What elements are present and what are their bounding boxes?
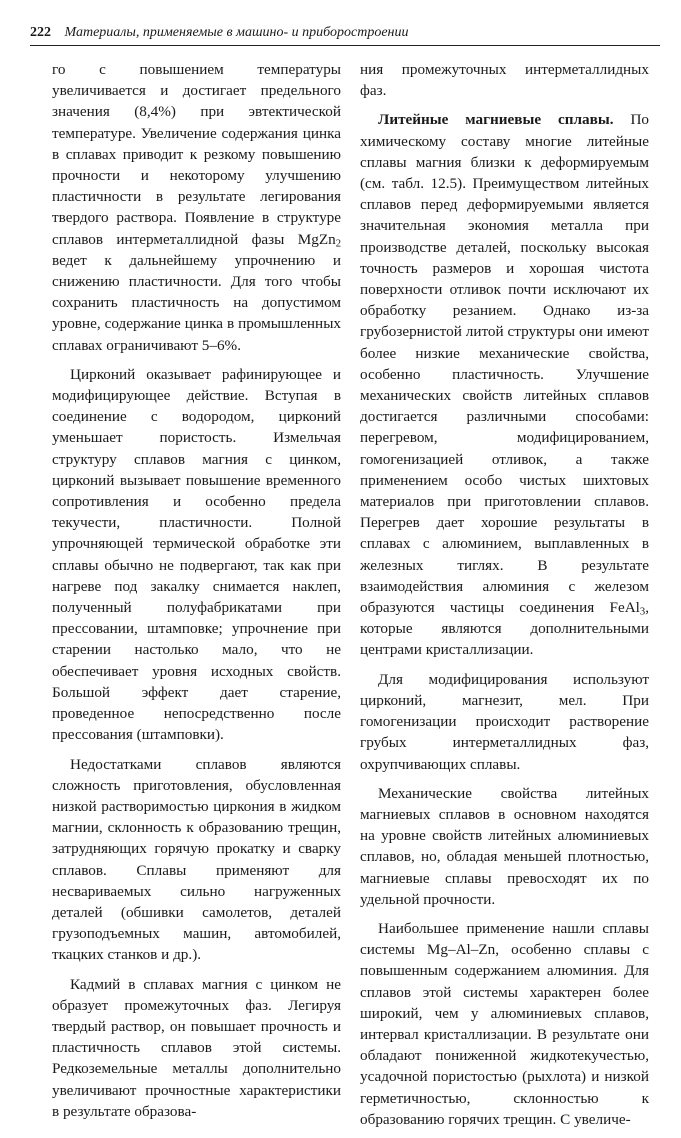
running-title: Материалы, применяемые в машино- и приборостроении	[64, 25, 409, 40]
paragraph: Для модифицирования используют цирконий, магнезит, мел. При гомогенизации происходит растворение грубых интерметаллидных фаз, охрупчивающих сплавы.	[360, 670, 649, 773]
paragraph-text: ведет к дальнейшему упрочнению и снижению пластичности. Для того чтобы сохранить пластичность на допустимом уровне, содержание цинка в промышленных сплавах ограничивают 5–6%.	[52, 251, 341, 354]
paragraph: Кадмий в сплавах магния с цинком не образует промежуточных фаз. Легируя твердый раствор, он повышает прочность и пластичность сплавов этой системы. Редкоземельные металлы дополнительно увеличивают прочностные характеристики в результате образова-	[52, 975, 341, 1120]
paragraph: ния промежуточных интерметаллидных фаз.	[360, 61, 649, 100]
formula-feal3: FeAl$_3$	[609, 599, 646, 618]
paragraph-text: го с повышением температуры увеличивается и достигает предельного значения (8,4%) при эвтектической температуре. Увеличение содержания цинка в сплавах приводит к резкому повышению прочности и некоторому улучшению пластичности в результате легирования твердого раствора. Появление в структуре сплавов интерметаллидной фазы	[52, 61, 341, 248]
paragraph: Недостатками сплавов являются сложность приготовления, обусловленная низкой растворимостью циркония в жидком магнии, склонность к образованию трещин, затрудняющих горячую прокатку и сварку сплавов. Сплавы применяют для несвариваемых сильно нагруженных деталей (обшивки самолетов, деталей грузоподъемных машин, автомобилей, ткацких станков и др.).	[52, 755, 341, 964]
paragraph: Цирконий оказывает рафинирующее и модифицирующее действие. Вступая в соединение с водородом, цирконий уменьшает пористость. Измельчая структуру сплавов магния с цинком, цирконий вызывает повышение временного сопротивления и особенно предела текучести, пластичности. Полной упрочняющей термической обработке эти сплавы обычно не подвергают, так как при нагреве под закалку снимается наклеп, полученный полуфабрикатами при прессовании, штамповке; упрочнение при старении настолько мало, что не обеспечивает уровня исходных свойств. Большой эффект дает старение, проведенное непосредственно после прессования (штамповки).	[52, 365, 341, 744]
right-column	[360, 59, 649, 1138]
paragraph: Наибольшее применение нашли сплавы системы Mg–Al–Zn, особенно сплавы с повышенным содержанием алюминия. Для сплавов этой системы характерен более широкий, чем у алюминиевых сплавов, интервал кристаллизации. В результате они обладают пониженной жидкотекучестью, усадочной пористостью (рыхлота) и низкой герметичностью, склонностью к образованию горячих трещин. С увеличе-	[360, 919, 649, 1128]
paragraph	[360, 109, 649, 660]
running-header	[30, 24, 658, 42]
paragraph	[52, 59, 341, 356]
formula-mgzn2: MgZn$_2$	[297, 230, 342, 250]
page-number: 222	[30, 25, 51, 40]
left-column	[52, 59, 341, 1130]
section-heading: Литейные магниевые сплавы.	[378, 111, 614, 129]
paragraph: Механические свойства литейных магниевых сплавов в основном находятся на уровне свойств литейных алюминиевых сплавов, но, обладая меньшей плотностью, магниевые сплавы превосходят их по удельной прочности.	[360, 784, 649, 908]
paragraph-text: По химическому составу многие литейные сплавы магния близки к деформируемым (см. табл. 12.5). Преимуществом литейных сплавов перед деформируемыми является значительная экономия металла при производстве деталей, поскольку высокая точность размеров и хорошая чистота поверхности отливок почти исключают их обработку резанием. Однако из-за грубозернистой литой структуры они имеют более низкие механические свойства, особенно пластичность. Улучшение механических свойств литейных сплавов достигается различными способами: перегревом, модифицированием, гомогенизацией отливок, а также применением особо чистых шихтовых материалов при приготовлении сплавов. Перегрев дает хорошие результаты в сплавах с алюминием, выплавленных в железных тиглях. В результате взаимодействия алюминия с железом образуются частицы соединения	[360, 111, 650, 617]
header-rule	[30, 45, 660, 46]
paragraph-text: , которые являются дополнительными центрами кристаллизации.	[360, 599, 649, 659]
